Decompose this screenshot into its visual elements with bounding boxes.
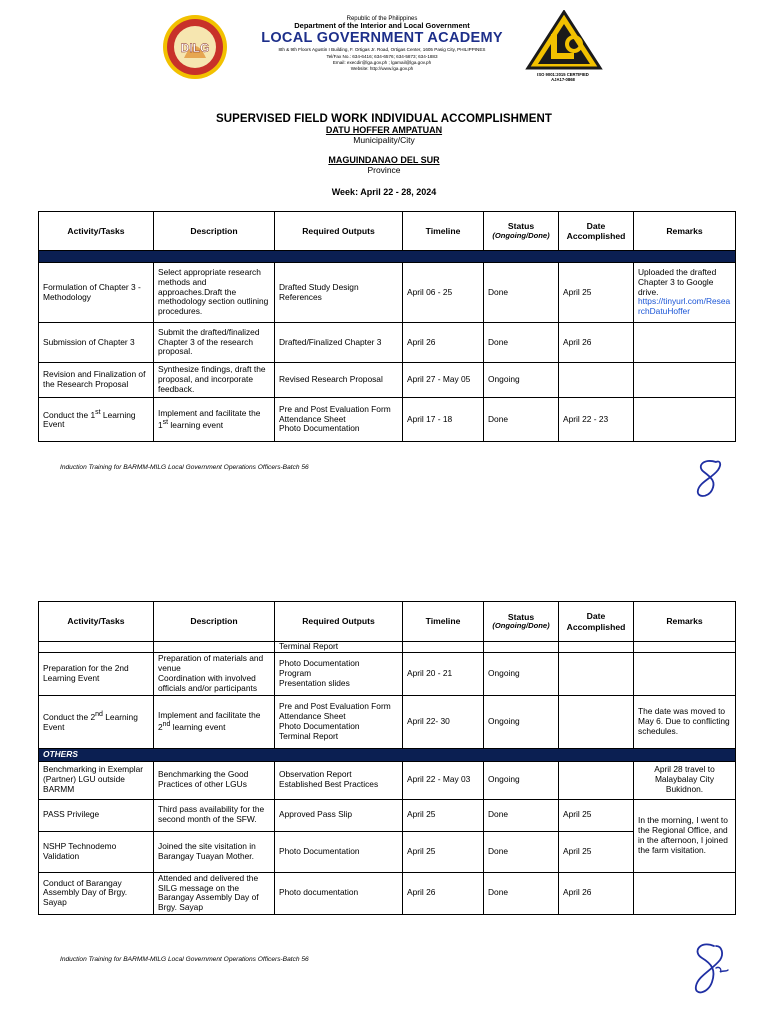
date-cell	[559, 695, 634, 748]
output-line: Presentation slides	[279, 677, 350, 688]
output-line: Photo Documentation	[279, 720, 360, 731]
timeline-cell: April 25	[403, 799, 484, 831]
description-cell	[154, 398, 275, 442]
output-line: Observation Report	[279, 769, 352, 780]
outputs-cell	[275, 695, 403, 748]
activity-cell: Benchmarking in Exemplar (Partner) LGU outside BARMM	[39, 761, 154, 799]
date-cell: April 25	[559, 799, 634, 831]
table-row	[39, 398, 736, 442]
table-row	[39, 653, 736, 696]
municipality-name: DATU HOFFER AMPATUAN	[325, 125, 443, 135]
description-text: Implement and facilitate the 2	[158, 709, 261, 732]
status-cell: Done	[484, 799, 559, 831]
outputs-cell: Approved Pass Slip	[275, 799, 403, 831]
status-header-sub: (Ongoing/Done)	[492, 230, 550, 240]
outputs-cell: Terminal Report	[275, 642, 403, 653]
activity-cell	[39, 695, 154, 748]
description-cell	[154, 642, 275, 653]
col-date: Date Accomplished	[559, 212, 634, 251]
status-cell: Done	[484, 323, 559, 363]
col-status	[484, 212, 559, 251]
date-cell	[559, 363, 634, 398]
outputs-cell	[275, 653, 403, 696]
province-name: MAGUINDANAO DEL SUR	[328, 155, 440, 165]
outputs-cell: Drafted/Finalized Chapter 3	[275, 323, 403, 363]
table-row-continued	[39, 642, 736, 653]
col-description: Description	[154, 602, 275, 642]
iso-certification	[518, 72, 608, 82]
dilg-logo-text: DILG	[180, 41, 210, 55]
others-label: OTHERS	[39, 748, 736, 761]
timeline-cell: April 26	[403, 323, 484, 363]
remarks-text: Uploaded the drafted Chapter 3 to Google drive.	[638, 266, 717, 297]
table-row	[39, 799, 736, 831]
description-cell: Select appropriate research methods and approaches.Draft the methodology section outlining procedures.	[154, 263, 275, 323]
outputs-cell: Photo documentation	[275, 872, 403, 915]
table-row	[39, 363, 736, 398]
province-label: Province	[367, 165, 401, 175]
timeline-cell: April 22- 30	[403, 695, 484, 748]
description-cell	[154, 695, 275, 748]
outputs-cell	[275, 398, 403, 442]
remarks-cell	[634, 872, 736, 915]
status-header-label: Status	[507, 611, 535, 622]
description-cell: Synthesize findings, draft the proposal, and incorporate feedback.	[154, 363, 275, 398]
status-cell: Done	[484, 398, 559, 442]
timeline-cell: April 27 - May 05	[403, 363, 484, 398]
description-cell: Third pass availability for the second month of the SFW.	[154, 799, 275, 831]
ordinal-suffix: st	[162, 418, 169, 426]
col-remarks: Remarks	[634, 212, 736, 251]
iso-code: AJA17-0868	[551, 77, 575, 83]
iso-text: ISO 9001:2015 CERTIFIED	[537, 72, 589, 77]
website-line: Website: http://www.lga.gov.ph	[350, 65, 414, 71]
ordinal-suffix: st	[95, 408, 101, 416]
activity-text-rest: Learning Event	[43, 711, 138, 732]
accomplishment-table-page-2	[38, 601, 736, 915]
email-line: Email: execdir@lga.gov.ph ; lgamail@lga.gov.ph	[332, 59, 432, 65]
table-row	[39, 831, 736, 872]
activity-cell	[39, 642, 154, 653]
description-cell: Submit the drafted/finalized Chapter 3 of the research proposal.	[154, 323, 275, 363]
accomplishment-table-page-1	[38, 211, 736, 442]
description-text: Implement and facilitate the 1	[158, 407, 261, 430]
activity-text: Conduct the 1	[43, 409, 96, 420]
description-cell: Joined the site visitation in Barangay Tuayan Mother.	[154, 831, 275, 872]
table-row	[39, 323, 736, 363]
status-cell: Ongoing	[484, 761, 559, 799]
status-cell: Done	[484, 831, 559, 872]
timeline-cell: April 17 - 18	[403, 398, 484, 442]
week-range: Week: April 22 - 28, 2024	[331, 187, 437, 197]
title-block	[0, 113, 768, 197]
output-line: Attendance Sheet	[279, 413, 346, 424]
remarks-cell	[634, 363, 736, 398]
description-line: Coordination with involved officials and/or participants	[158, 672, 258, 693]
col-status	[484, 602, 559, 642]
outputs-cell	[275, 761, 403, 799]
remarks-cell	[634, 263, 736, 323]
remarks-cell	[634, 398, 736, 442]
telfax-line: Tel/Fax No.: 634-6416; 634-6576; 634-5873; 634-1883	[326, 53, 438, 59]
department-line: Department of the Interior and Local Government	[294, 21, 470, 31]
date-cell	[559, 761, 634, 799]
col-timeline: Timeline	[403, 602, 484, 642]
description-cell: Attended and delivered the SILG message on the Barangay Assembly Day of Brgy. Sayap	[154, 872, 275, 915]
col-date: Date Accomplished	[559, 602, 634, 642]
output-line: Program	[279, 667, 312, 678]
description-cell	[154, 653, 275, 696]
dilg-seal-icon	[162, 14, 228, 80]
remarks-cell: The date was moved to May 6. Due to conflicting schedules.	[634, 695, 736, 748]
output-line: Photo Documentation	[279, 423, 360, 434]
activity-cell: Formulation of Chapter 3 - Methodology	[39, 263, 154, 323]
section-band	[39, 251, 736, 263]
activity-text: Conduct the 2	[43, 711, 96, 722]
remarks-cell-merged: In the morning, I went to the Regional Office, and in the afternoon, I joined the farm visitation.	[634, 799, 736, 872]
page-footer: Induction Training for BARMM-MILG Local Government Operations Officers-Batch 56	[60, 956, 309, 963]
table-row	[39, 695, 736, 748]
output-line: Terminal Report	[279, 730, 339, 741]
timeline-cell: April 06 - 25	[403, 263, 484, 323]
status-cell: Ongoing	[484, 653, 559, 696]
description-line: Preparation of materials and venue	[158, 653, 264, 673]
remarks-cell	[634, 653, 736, 696]
date-cell: April 26	[559, 323, 634, 363]
table-row	[39, 263, 736, 323]
output-line: Pre and Post Evaluation Form	[279, 403, 391, 414]
description-text-rest: learning event	[170, 721, 226, 732]
ordinal-suffix: nd	[95, 710, 103, 718]
remarks-cell	[634, 323, 736, 363]
status-cell: Done	[484, 872, 559, 915]
outputs-cell: Drafted Study Design References	[275, 263, 403, 323]
date-cell: April 25	[559, 263, 634, 323]
table-row	[39, 761, 736, 799]
activity-cell: Preparation for the 2nd Learning Event	[39, 653, 154, 696]
output-line: Photo Documentation	[279, 657, 360, 668]
activity-cell: Conduct of Barangay Assembly Day of Brgy. Sayap	[39, 872, 154, 915]
timeline-cell: April 22 - May 03	[403, 761, 484, 799]
col-remarks: Remarks	[634, 602, 736, 642]
status-header-sub: (Ongoing/Done)	[492, 621, 550, 631]
signature	[686, 456, 734, 504]
date-cell: April 25	[559, 831, 634, 872]
date-cell: April 26	[559, 872, 634, 915]
letterhead-text	[232, 16, 532, 72]
outputs-cell: Revised Research Proposal	[275, 363, 403, 398]
status-cell: Ongoing	[484, 695, 559, 748]
page-footer: Induction Training for BARMM-MILG Local Government Operations Officers-Batch 56	[60, 464, 309, 471]
date-cell	[559, 642, 634, 653]
municipality-label: Municipality/City	[353, 135, 415, 145]
activity-cell: PASS Privilege	[39, 799, 154, 831]
signature	[682, 940, 734, 1002]
table-header-row	[39, 212, 736, 251]
republic-line: Republic of the Philippines	[346, 16, 418, 22]
timeline-cell: April 25	[403, 831, 484, 872]
col-outputs: Required Outputs	[275, 212, 403, 251]
ordinal-suffix: nd	[162, 720, 171, 728]
activity-text-rest: Learning Event	[43, 409, 136, 430]
others-section-band	[39, 748, 736, 761]
table-header-row	[39, 602, 736, 642]
address-line: 8th & 9th Floors Agustin I Building, F. Ortigas Jr. Road, Ortigas Center, 1605 Pasig City, PHILIPPINES	[278, 47, 486, 53]
output-line: Pre and Post Evaluation Form	[279, 700, 391, 711]
academy-name: LOCAL GOVERNMENT ACADEMY	[261, 30, 503, 47]
timeline-cell: April 20 - 21	[403, 653, 484, 696]
status-header-label: Status	[507, 221, 535, 232]
page-title: SUPERVISED FIELD WORK INDIVIDUAL ACCOMPLISHMENT	[215, 113, 553, 125]
date-cell: April 22 - 23	[559, 398, 634, 442]
status-cell: Ongoing	[484, 363, 559, 398]
output-line: Established Best Practices	[279, 779, 379, 790]
table-row	[39, 872, 736, 915]
output-line: Attendance Sheet	[279, 710, 346, 721]
remarks-cell: April 28 travel to Malaybalay City Bukidnon.	[634, 761, 736, 799]
status-cell	[484, 642, 559, 653]
col-outputs: Required Outputs	[275, 602, 403, 642]
timeline-cell: April 26	[403, 872, 484, 915]
timeline-cell	[403, 642, 484, 653]
date-cell	[559, 653, 634, 696]
status-cell: Done	[484, 263, 559, 323]
activity-cell	[39, 398, 154, 442]
description-text-rest: learning event	[168, 419, 224, 430]
activity-cell: Revision and Finalization of the Research Proposal	[39, 363, 154, 398]
research-link[interactable]: https://tinyurl.com/ResearchDatuHoffer	[638, 296, 731, 317]
outputs-cell: Photo Documentation	[275, 831, 403, 872]
col-activity: Activity/Tasks	[39, 602, 154, 642]
remarks-cell	[634, 642, 736, 653]
activity-cell: NSHP Technodemo Validation	[39, 831, 154, 872]
col-activity: Activity/Tasks	[39, 212, 154, 251]
letterhead	[160, 10, 590, 94]
description-cell: Benchmarking the Good Practices of other LGUs	[154, 761, 275, 799]
col-description: Description	[154, 212, 275, 251]
col-timeline: Timeline	[403, 212, 484, 251]
activity-cell: Submission of Chapter 3	[39, 323, 154, 363]
